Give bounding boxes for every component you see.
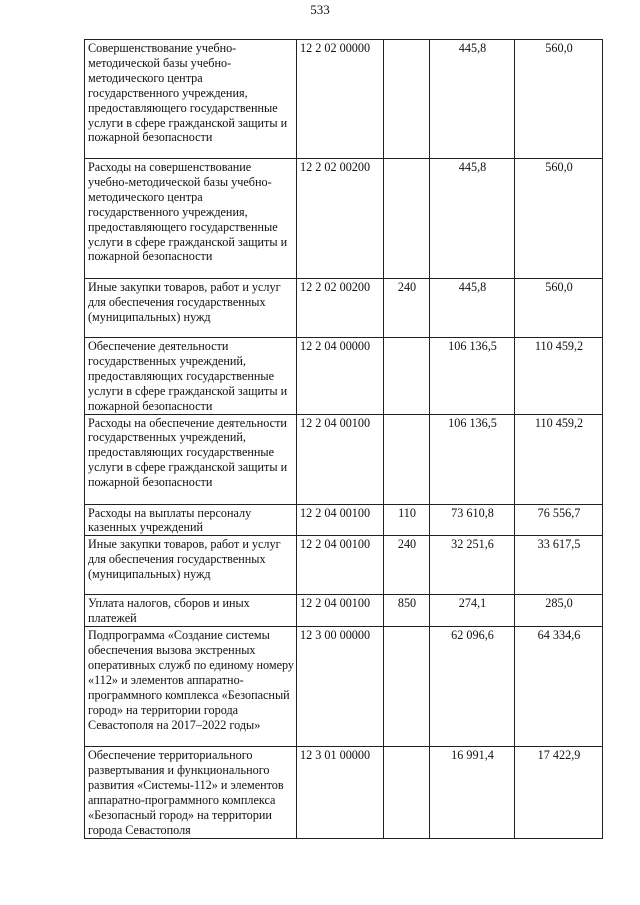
amount-year-2-cell: 76 556,7 [515, 504, 603, 536]
amount-year-2-cell: 17 422,9 [515, 747, 603, 838]
table-row [85, 338, 603, 415]
expense-kind-cell: 240 [384, 279, 430, 338]
amount-year-1-cell: 32 251,6 [430, 536, 515, 595]
table-row [85, 40, 603, 159]
target-article-code-cell: 12 3 00 00000 [297, 627, 384, 747]
amount-year-1-cell: 445,8 [430, 159, 515, 279]
table-row [85, 414, 603, 504]
amount-year-1-cell: 106 136,5 [430, 414, 515, 504]
expense-name-cell: Обеспечение территориального развертывания и функционального развития «Системы-112» и элементов аппаратно-программного комплекса «Безопасный город» на территории города Севастополя [85, 747, 297, 838]
amount-year-1-cell: 106 136,5 [430, 338, 515, 415]
budget-table [84, 39, 603, 839]
expense-kind-cell [384, 338, 430, 415]
amount-year-1-cell: 445,8 [430, 279, 515, 338]
expense-name-cell: Иные закупки товаров, работ и услуг для обеспечения государственных (муниципальных) нужд [85, 279, 297, 338]
amount-year-2-cell: 64 334,6 [515, 627, 603, 747]
amount-year-2-cell: 560,0 [515, 279, 603, 338]
table-row [85, 159, 603, 279]
expense-name-cell: Уплата налогов, сборов и иных платежей [85, 595, 297, 627]
amount-year-2-cell: 110 459,2 [515, 414, 603, 504]
amount-year-2-cell: 560,0 [515, 159, 603, 279]
target-article-code-cell: 12 2 02 00000 [297, 40, 384, 159]
target-article-code-cell: 12 2 04 00100 [297, 504, 384, 536]
target-article-code-cell: 12 2 04 00000 [297, 338, 384, 415]
expense-name-cell: Совершенствование учебно-методической базы учебно-методического центра государственного учреждения, предоставляющего государственные услуги в сфере гражданской защиты и пожарной безопасности [85, 40, 297, 159]
expense-kind-cell [384, 40, 430, 159]
amount-year-1-cell: 445,8 [430, 40, 515, 159]
expense-name-cell: Подпрограмма «Создание системы обеспечения вызова экстренных оперативных служб по единому номеру «112» и элементов аппаратно-программного комплекса «Безопасный город» на территории города Севастополя на 2017–2022 годы» [85, 627, 297, 747]
expense-name-cell: Расходы на выплаты персоналу казенных учреждений [85, 504, 297, 536]
table-row [85, 279, 603, 338]
target-article-code-cell: 12 2 04 00100 [297, 536, 384, 595]
amount-year-1-cell: 73 610,8 [430, 504, 515, 536]
target-article-code-cell: 12 2 04 00100 [297, 595, 384, 627]
target-article-code-cell: 12 2 02 00200 [297, 279, 384, 338]
table-row [85, 504, 603, 536]
budget-table-body [85, 40, 603, 839]
table-row [85, 747, 603, 838]
expense-kind-cell: 240 [384, 536, 430, 595]
expense-name-cell: Расходы на обеспечение деятельности государственных учреждений, предоставляющих государственные услуги в сфере гражданской защиты и пожарной безопасности [85, 414, 297, 504]
target-article-code-cell: 12 2 02 00200 [297, 159, 384, 279]
expense-kind-cell: 110 [384, 504, 430, 536]
table-row [85, 536, 603, 595]
amount-year-2-cell: 33 617,5 [515, 536, 603, 595]
expense-name-cell: Обеспечение деятельности государственных учреждений, предоставляющих государственные услуги в сфере гражданской защиты и пожарной безопасности [85, 338, 297, 415]
expense-kind-cell [384, 627, 430, 747]
expense-kind-cell [384, 159, 430, 279]
expense-kind-cell [384, 747, 430, 838]
amount-year-2-cell: 110 459,2 [515, 338, 603, 415]
amount-year-2-cell: 560,0 [515, 40, 603, 159]
expense-name-cell: Иные закупки товаров, работ и услуг для обеспечения государственных (муниципальных) нужд [85, 536, 297, 595]
target-article-code-cell: 12 2 04 00100 [297, 414, 384, 504]
expense-kind-cell [384, 414, 430, 504]
expense-name-cell: Расходы на совершенствование учебно-методической базы учебно-методического центра государственного учреждения, предоставляющего государственные услуги в сфере гражданской защиты и пожарной безопасности [85, 159, 297, 279]
table-row [85, 627, 603, 747]
amount-year-1-cell: 62 096,6 [430, 627, 515, 747]
page-number: 533 [310, 2, 330, 17]
amount-year-2-cell: 285,0 [515, 595, 603, 627]
amount-year-1-cell: 274,1 [430, 595, 515, 627]
table-row [85, 595, 603, 627]
expense-kind-cell: 850 [384, 595, 430, 627]
target-article-code-cell: 12 3 01 00000 [297, 747, 384, 838]
amount-year-1-cell: 16 991,4 [430, 747, 515, 838]
